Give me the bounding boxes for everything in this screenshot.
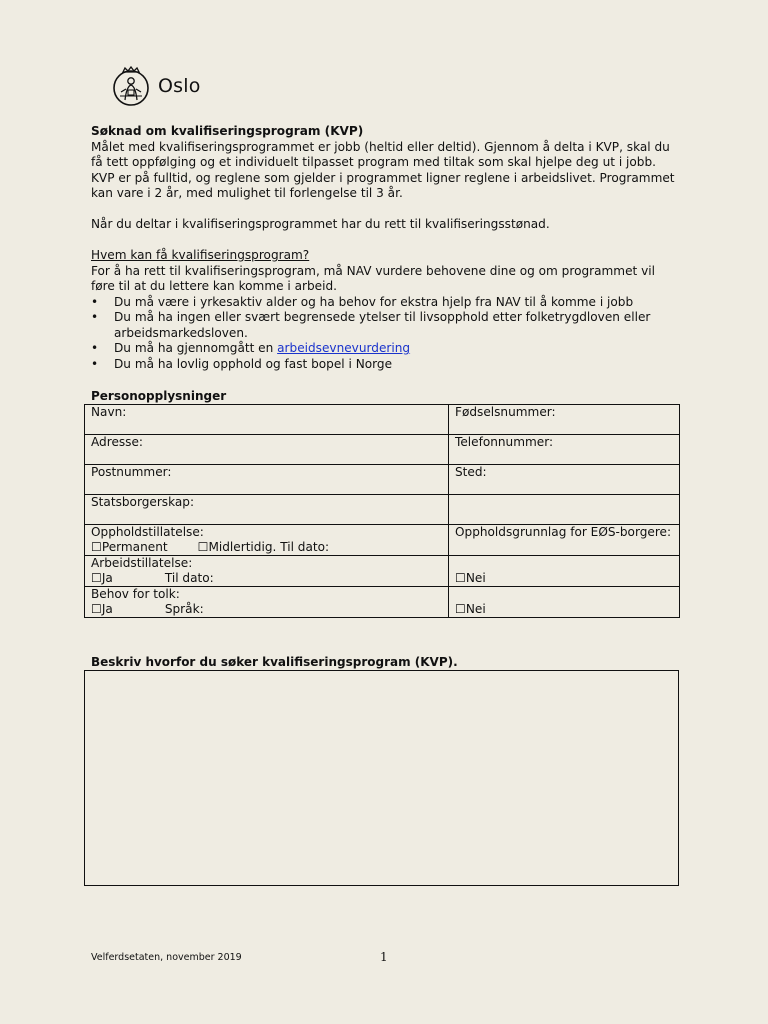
arbeid-nei-cell [449,556,680,587]
criteria-item: • Du må være i yrkesaktiv alder og ha behov for ekstra hjelp fra NAV til å komme i jobb [91,295,681,311]
telefonnummer-label: Telefonnummer: [455,435,554,449]
fodselsnummer-label: Fødselsnummer: [455,405,556,419]
tolk-nei-cell [449,587,680,618]
sted-field[interactable] [449,465,680,495]
tolk-label: Behov for tolk: [91,587,180,601]
arbeid-til-dato-label: Til dato: [164,571,214,585]
navn-label: Navn: [91,405,127,419]
adresse-field[interactable] [85,435,449,465]
postnummer-label: Postnummer: [91,465,172,479]
oppholdstillatelse-label: Oppholdstillatelse: [91,525,204,539]
oppholdsgrunnlag-label: Oppholdsgrunnlag for EØS-borgere: [455,525,672,539]
arbeidstillatelse-field [85,556,449,587]
tolk-sprak-label: Språk: [164,602,204,616]
footer-text: Velferdsetaten, november 2019 [91,952,242,963]
intro-section [91,124,681,372]
describe-title: Beskriv hvorfor du søker kvalifiseringsprogram (KVP). [91,655,458,669]
arbeid-nei-checkbox[interactable]: ☐Nei [455,571,486,585]
fodselsnummer-field[interactable] [449,405,680,435]
who-heading: Hvem kan få kvalifiseringsprogram? [91,248,310,262]
tolk-ja-checkbox[interactable]: ☐Ja [91,602,113,616]
tolk-field [85,587,449,618]
statsborgerskap-field[interactable] [85,495,449,525]
criteria-item [91,341,681,357]
midlertidig-checkbox[interactable]: ☐Midlertidig. Til dato: [197,540,330,554]
personal-info-table [84,404,680,618]
telefonnummer-field[interactable] [449,435,680,465]
arbeidstillatelse-label: Arbeidstillatelse: [91,556,193,570]
statsborgerskap-label: Statsborgerskap: [91,495,195,509]
permanent-checkbox[interactable]: ☐Permanent [91,540,168,554]
page-number: 1 [380,950,388,964]
criteria-item: • Du må ha lovlig opphold og fast bopel i Norge [91,357,681,373]
navn-field[interactable] [85,405,449,435]
adresse-label: Adresse: [91,435,144,449]
who-text: For å ha rett til kvalifiseringsprogram, må NAV vurdere behovene dine og om programmet vil føre til at du lettere kan komme i arbeid. [91,263,655,293]
oppholdsgrunnlag-field[interactable] [449,525,680,556]
tolk-nei-checkbox[interactable]: ☐Nei [455,602,486,616]
criteria-list [91,295,681,373]
document-title: Søknad om kvalifiseringsprogram (KVP) [91,124,364,138]
arbeidsevnevurdering-link[interactable]: arbeidsevnevurdering [277,341,411,355]
arbeid-ja-checkbox[interactable]: ☐Ja [91,571,113,585]
criteria-item-text: Du må ha gjennomgått en [114,341,278,355]
intro-paragraph-1: Målet med kvalifiseringsprogrammet er jobb (heltid eller deltid). Gjennom å delta i KVP, skal du få tett oppfølging og et individuelt tilpasset program med tiltak som skal hjelpe deg ut i jobb. KVP er på fulltid, og reglene som gjelder i programmet ligner reglene i arbeidslivet. Programmet kan vare i 2 år, med mulighet til forlengelse til 3 år. [91,139,675,200]
empty-cell [449,495,680,525]
describe-textbox[interactable] [84,670,679,886]
sted-label: Sted: [455,465,487,479]
intro-paragraph-2: Når du deltar i kvalifiseringsprogrammet har du rett til kvalifiseringsstønad. [91,217,550,231]
oslo-logo [112,66,201,106]
postnummer-field[interactable] [85,465,449,495]
personal-info-title: Personopplysninger [91,389,227,403]
criteria-item: • Du må ha ingen eller svært begrensede ytelser til livsopphold etter folketrygdloven eller arbeidsmarkedsloven. [91,310,681,341]
logo-text: Oslo [158,75,201,97]
oppholdstillatelse-field [85,525,449,556]
oslo-seal-icon [112,66,150,106]
